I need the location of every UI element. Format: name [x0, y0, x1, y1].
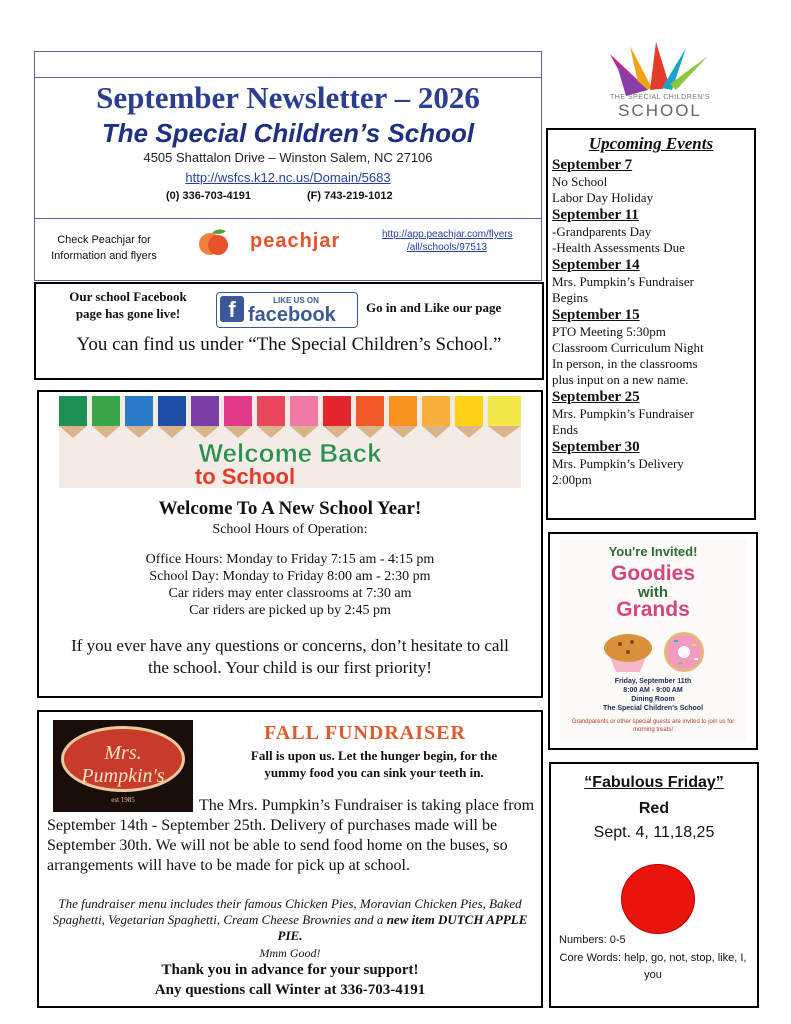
friday-core-words: Core Words: help, go, not, stop, like, I, you — [559, 952, 747, 981]
fundraiser-mmm-good: Mmm Good! — [259, 946, 321, 960]
event-item — [552, 206, 752, 256]
logo-wordmark: SCHOOL — [618, 101, 702, 120]
fundraiser-subtitle-line1: Fall is upon us. Let the hunger begin, for the — [250, 748, 498, 763]
invite-flyer — [560, 540, 746, 742]
event-detail: 2:00pm — [552, 472, 592, 487]
welcome-title: Welcome To A New School Year! — [158, 498, 422, 519]
facebook-box — [34, 282, 544, 380]
questions-line1: If you ever have any questions or concerns, don’t hesitate to call — [71, 636, 509, 655]
header-divider-top — [35, 77, 541, 78]
school-phone: (0) 336-703-4191 — [166, 190, 252, 202]
fabulous-friday-title: “Fabulous Friday” — [584, 774, 724, 791]
peachjar-note-line1: Check Peachjar for — [57, 234, 151, 246]
invite-school: The Special Children's School — [602, 705, 704, 712]
fundraiser-box — [37, 710, 543, 1008]
invite-youre-invited: You're Invited! — [608, 544, 698, 559]
facebook-intro-line1: Our school Facebook — [69, 289, 187, 304]
event-list — [552, 156, 752, 488]
fundraiser-thanks: Thank you in advance for your support! — [161, 962, 419, 978]
event-detail: Mrs. Pumpkin’s Fundraiser — [552, 406, 694, 421]
mrs-pumpkins-name: Mrs. Pumpkin's — [81, 742, 165, 787]
logo-subtitle: THE SPECIAL CHILDREN'S — [610, 94, 710, 101]
event-date: September 15 — [552, 307, 640, 323]
school-hours-label: School Hours of Operation: — [212, 522, 368, 537]
welcome-banner — [59, 396, 521, 488]
friday-numbers: Numbers: 0-5 — [559, 934, 626, 946]
red-circle-swatch — [621, 864, 695, 934]
invite-time: 8:00 AM - 9:00 AM — [623, 687, 683, 694]
invite-with: with — [638, 584, 668, 601]
welcome-box — [37, 390, 543, 698]
school-website-link[interactable]: http://wsfcs.k12.nc.us/Domain/5683 — [185, 170, 391, 185]
fundraiser-subtitle-line2: yummy food you can sink your teeth in. — [264, 765, 484, 780]
event-detail: -Grandparents Day — [552, 224, 652, 239]
peachjar-note — [44, 232, 164, 264]
event-detail: Labor Day Holiday — [552, 190, 654, 205]
event-date: September 14 — [552, 257, 640, 273]
event-detail: In person, in the classrooms — [552, 356, 698, 371]
invite-place: Dining Room — [631, 696, 675, 703]
car-rider-pickup: Car riders are picked up by 2:45 pm — [189, 603, 391, 618]
school-day-hours: School Day: Monday to Friday 8:00 am - 2:30 pm — [149, 569, 431, 584]
event-item — [552, 156, 752, 206]
event-detail: Ends — [552, 422, 578, 437]
fundraiser-body-text: The Mrs. Pumpkin’s Fundraiser is taking place from September 14th - September 25th. Delivery of purchases made will be September 30th. We will not be able to send food home on the buses, so arrangements will have to be made for pick up at school. — [47, 797, 535, 874]
event-item — [552, 306, 752, 388]
newsletter-title: September Newsletter – 2026 — [96, 80, 480, 115]
facebook-wordmark: facebook — [248, 304, 336, 326]
facebook-cta: Go in and Like our page — [366, 300, 502, 315]
facebook-like-text: LIKE US ON — [273, 296, 319, 305]
event-date: September 7 — [552, 157, 633, 173]
school-name: The Special Children’s School — [101, 118, 475, 148]
facebook-intro — [48, 288, 208, 322]
event-detail: Classroom Curriculum Night — [552, 340, 704, 355]
fundraiser-menu-new: new item — [386, 912, 435, 927]
event-detail: PTO Meeting 5:30pm — [552, 324, 666, 339]
upcoming-events-title: Upcoming Events — [588, 134, 714, 153]
fundraiser-contact: Any questions call Winter at 336-703-4191 — [154, 982, 426, 998]
fundraiser-body — [47, 796, 537, 876]
fundraiser-menu-item: DUTCH APPLE PIE. — [277, 912, 528, 943]
upcoming-events-box — [546, 128, 756, 520]
muffin-donut-icon — [588, 626, 718, 674]
event-detail: Mrs. Pumpkin’s Fundraiser — [552, 274, 694, 289]
facebook-intro-line2: page has gone live! — [75, 306, 181, 321]
goodies-invite-box — [548, 532, 758, 750]
friday-dates: Sept. 4, 11,18,25 — [593, 824, 715, 841]
event-item — [552, 256, 752, 306]
fundraiser-title: FALL FUNDRAISER — [264, 722, 466, 744]
facebook-find-us: You can find us under “The Special Children’s School.” — [76, 334, 502, 355]
car-rider-arrival: Car riders may enter classrooms at 7:30 am — [168, 586, 412, 601]
invite-grands: Grands — [616, 598, 690, 621]
header-divider-bottom — [35, 218, 541, 219]
event-detail: plus input on a new name. — [552, 372, 689, 387]
fundraiser-menu — [39, 896, 541, 944]
event-detail: No School — [552, 174, 608, 189]
banner-line1: Welcome Back — [198, 438, 382, 468]
office-hours: Office Hours: Monday to Friday 7:15 am - 4:15 pm — [145, 552, 435, 567]
school-address: 4505 Shattalon Drive – Winston Salem, NC 27106 — [143, 150, 433, 165]
event-date: September 25 — [552, 389, 640, 405]
facebook-f-icon: f — [220, 296, 244, 322]
event-detail: Mrs. Pumpkin’s Delivery — [552, 456, 684, 471]
event-detail: Begins — [552, 290, 589, 305]
event-date: September 11 — [552, 207, 639, 223]
event-detail: -Health Assessments Due — [552, 240, 685, 255]
event-item — [552, 388, 752, 438]
peachjar-note-line2: Information and flyers — [51, 250, 157, 262]
invite-goodies: Goodies — [610, 562, 695, 585]
school-fax: (F) 743-219-1012 — [307, 190, 393, 202]
questions-line2: the school. Your child is our first priority! — [148, 658, 432, 677]
fundraiser-menu-text: The fundraiser menu includes their famous Chicken Pies, Moravian Chicken Pies, Baked Spaghetti, Vegetarian Spaghetti, Cream Cheese Brownies and a — [52, 896, 522, 927]
mrs-pumpkins-est: est 1985 — [111, 796, 135, 804]
peachjar-brand: peachjar — [250, 230, 341, 252]
event-date: September 30 — [552, 439, 640, 455]
banner-line2: to School — [194, 464, 296, 488]
peachjar-link-line2[interactable]: /all/schools/97513 — [406, 242, 488, 253]
peachjar-link[interactable] — [382, 228, 512, 254]
event-item — [552, 438, 752, 488]
friday-color-name: Red — [638, 800, 670, 817]
invite-footer: Grandparents or other special guests are invited to join us for morning treats! — [571, 719, 735, 733]
fabulous-friday-box — [549, 762, 759, 1008]
peachjar-link-line1[interactable]: http://app.peachjar.com/flyers — [382, 229, 513, 240]
invite-date: Friday, September 11th — [614, 678, 692, 685]
